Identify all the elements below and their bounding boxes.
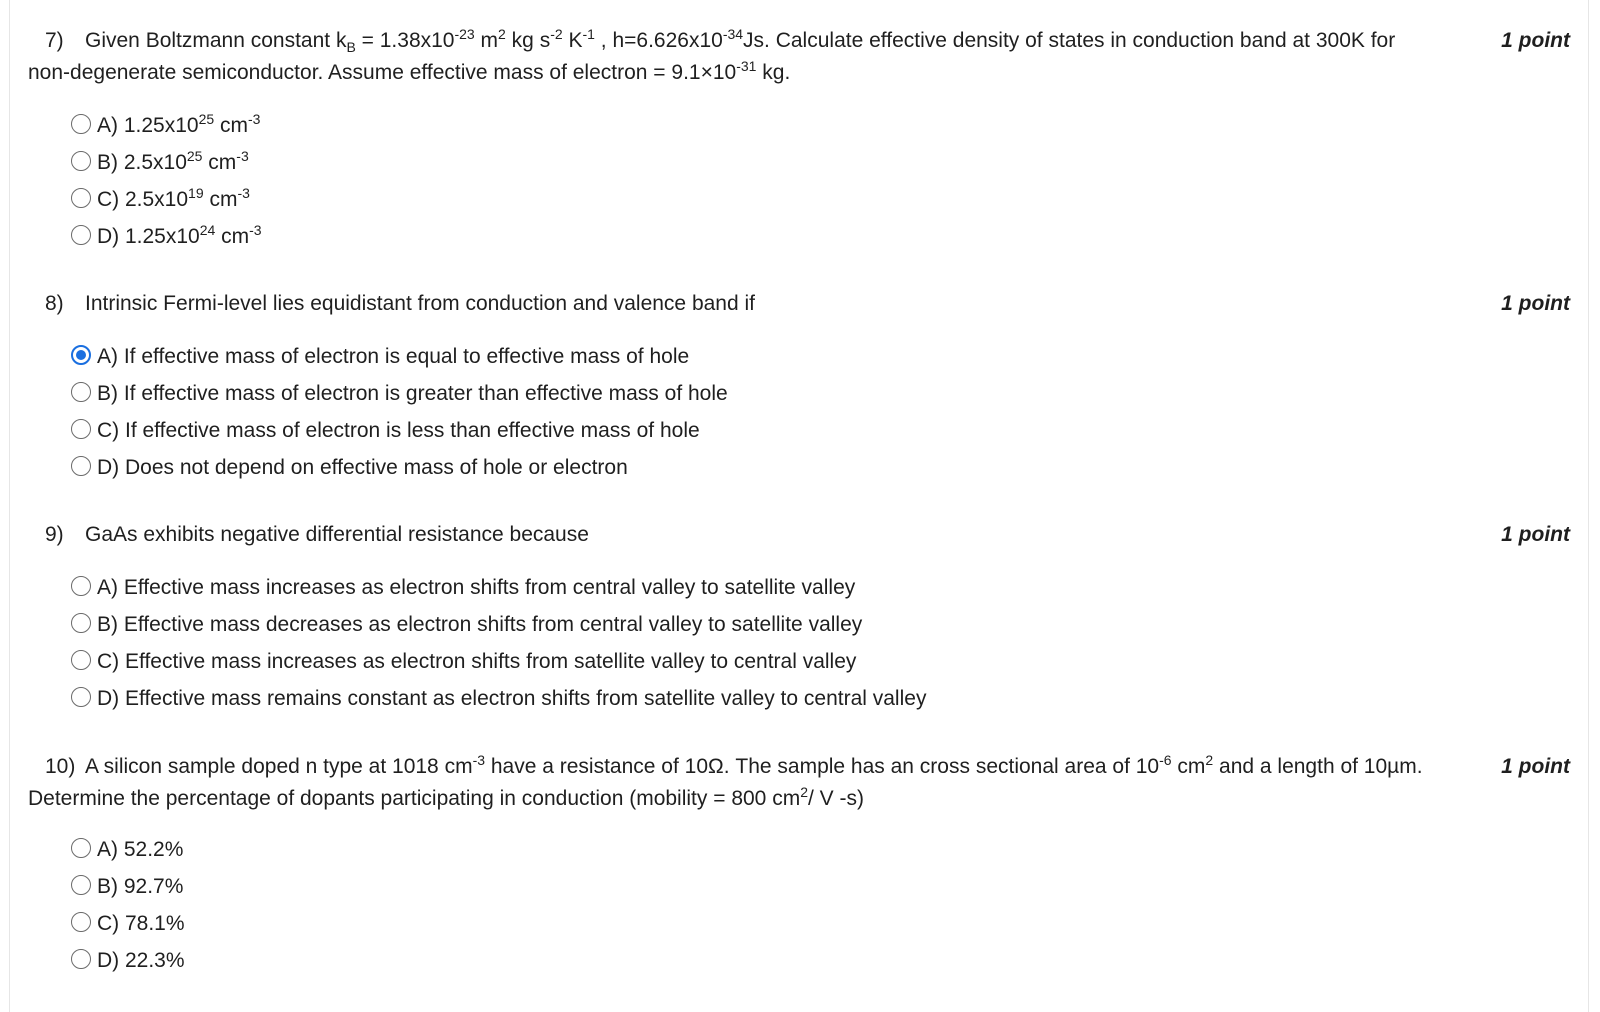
q7-text-part: K — [562, 29, 583, 52]
option-exponent: 24 — [199, 222, 216, 238]
radio-button[interactable] — [71, 225, 91, 245]
option-label: D) 22.3% — [97, 949, 185, 972]
option-unit: cm — [214, 114, 248, 137]
q7-text-part: = 1.38x10 — [355, 29, 455, 52]
option-label: A) If effective mass of electron is equal to effective mass of hole — [97, 345, 690, 368]
option-label: C) If effective mass of electron is less than effective mass of hole — [97, 419, 700, 442]
q7-exponent: -1 — [582, 26, 595, 42]
option-unit-exponent: -3 — [247, 111, 261, 127]
q10-text-part: and a length of 10µm. — [1213, 755, 1423, 778]
q7-text-part: Js. Calculate effective density of states in conduction band at 300K for — [743, 29, 1396, 52]
question-10-points: 1 point — [1501, 755, 1570, 778]
q8-option-a[interactable] — [71, 342, 689, 372]
radio-button[interactable] — [71, 188, 91, 208]
option-label: D) Effective mass remains constant as electron shifts from satellite valley to central valley — [97, 687, 927, 710]
question-10-number: 10) — [45, 755, 76, 778]
question-8-prompt: Intrinsic Fermi-level lies equidistant from conduction and valence band if — [85, 292, 756, 315]
question-9 — [10, 519, 1590, 710]
radio-button[interactable] — [71, 576, 91, 596]
question-7-points: 1 point — [1501, 29, 1570, 52]
option-base: B) 2.5x10 — [97, 151, 187, 174]
q7-option-c[interactable] — [71, 185, 250, 215]
option-unit: cm — [215, 225, 250, 248]
question-8-text — [10, 288, 1590, 320]
option-unit-exponent: -3 — [237, 185, 250, 201]
q8-option-b[interactable] — [71, 379, 728, 409]
option-label: C) Effective mass increases as electron shifts from satellite valley to central valley — [97, 650, 857, 673]
question-8-points: 1 point — [1501, 292, 1570, 315]
radio-button[interactable] — [71, 875, 91, 895]
q9-option-a[interactable] — [71, 573, 855, 603]
option-base: D) 1.25x10 — [97, 225, 200, 248]
radio-button[interactable] — [71, 949, 91, 969]
q10-text-part: have a resistance of 10Ω. The sample has an cross sectional area of 10 — [485, 755, 1160, 778]
q7-option-d[interactable] — [71, 222, 262, 252]
q9-option-d[interactable] — [71, 684, 926, 714]
radio-button[interactable] — [71, 151, 91, 171]
option-exponent: 19 — [188, 185, 204, 201]
question-9-points: 1 point — [1501, 523, 1570, 546]
q7-option-b[interactable] — [71, 148, 249, 178]
q10-text-part: / V -s) — [808, 787, 864, 810]
q7-text-part: Given Boltzmann constant k — [85, 29, 347, 52]
radio-button[interactable] — [71, 838, 91, 858]
option-label: D) Does not depend on effective mass of hole or electron — [97, 456, 628, 479]
q10-text-part: cm — [1171, 755, 1206, 778]
option-label: A) 52.2% — [97, 838, 184, 861]
radio-button[interactable] — [71, 613, 91, 633]
quiz-page — [9, 0, 1589, 1012]
q7-text-part: , h=6.626x10 — [594, 29, 723, 52]
q10-exponent: 2 — [800, 784, 808, 800]
q7-exponent: -31 — [736, 58, 757, 74]
q7-text-part: kg. — [756, 61, 791, 84]
q7-exponent: -34 — [722, 26, 744, 42]
question-8 — [10, 288, 1590, 479]
question-9-number: 9) — [45, 523, 64, 546]
option-label — [97, 148, 249, 175]
q10-option-a[interactable] — [71, 835, 183, 865]
option-label: C) 78.1% — [97, 912, 185, 935]
q10-exponent: -3 — [472, 752, 486, 768]
q10-exponent: -6 — [1159, 752, 1172, 768]
option-label: B) 92.7% — [97, 875, 184, 898]
q10-exponent: 2 — [1205, 752, 1214, 768]
q7-subscript: B — [346, 39, 356, 56]
option-base: C) 2.5x10 — [97, 188, 189, 211]
q7-exponent: -2 — [550, 26, 563, 42]
option-label — [97, 185, 250, 212]
radio-button[interactable] — [71, 382, 91, 402]
option-exponent: 25 — [198, 111, 215, 127]
q7-exponent: 2 — [498, 26, 506, 42]
option-unit-exponent: -3 — [236, 148, 249, 164]
q10-option-c[interactable] — [71, 909, 185, 939]
option-base: A) 1.25x10 — [97, 114, 199, 137]
q7-text-part: non-degenerate semiconductor. Assume effective mass of electron = 9.1×10 — [28, 61, 737, 84]
q10-option-d[interactable] — [71, 946, 185, 976]
option-label: B) If effective mass of electron is greater than effective mass of hole — [97, 382, 728, 405]
q7-text-part: m — [474, 29, 499, 52]
option-unit: cm — [202, 151, 237, 174]
q8-option-d[interactable] — [71, 453, 628, 483]
q7-text-part: kg s — [505, 29, 551, 52]
radio-button[interactable] — [71, 912, 91, 932]
option-exponent: 25 — [186, 148, 203, 164]
radio-button[interactable] — [71, 650, 91, 670]
question-7-number: 7) — [45, 29, 64, 52]
radio-button[interactable] — [71, 114, 91, 134]
radio-button[interactable] — [71, 456, 91, 476]
q7-exponent: -23 — [454, 26, 475, 42]
q9-option-b[interactable] — [71, 610, 862, 640]
q7-option-a[interactable] — [71, 111, 260, 141]
option-label — [97, 222, 262, 249]
question-9-text — [10, 519, 1590, 551]
question-8-number: 8) — [45, 292, 64, 315]
q9-option-c[interactable] — [71, 647, 856, 677]
option-unit: cm — [203, 188, 238, 211]
question-7 — [10, 25, 1590, 248]
radio-button-selected[interactable] — [71, 345, 91, 365]
option-label — [97, 111, 261, 138]
option-unit-exponent: -3 — [249, 222, 262, 238]
question-9-prompt: GaAs exhibits negative differential resistance because — [85, 523, 589, 546]
q10-option-b[interactable] — [71, 872, 183, 902]
q8-option-c[interactable] — [71, 416, 700, 446]
radio-button[interactable] — [71, 419, 91, 439]
radio-button[interactable] — [71, 687, 91, 707]
q10-text-part: A silicon sample doped n type at 1018 cm — [85, 755, 473, 778]
question-10 — [10, 751, 1590, 972]
option-label: A) Effective mass increases as electron shifts from central valley to satellite valley — [97, 576, 856, 599]
question-10-text — [10, 751, 1590, 815]
q10-text-part: Determine the percentage of dopants participating in conduction (mobility = 800 cm — [28, 787, 801, 810]
option-label: B) Effective mass decreases as electron shifts from central valley to satellite valley — [97, 613, 863, 636]
question-7-text — [10, 25, 1590, 89]
